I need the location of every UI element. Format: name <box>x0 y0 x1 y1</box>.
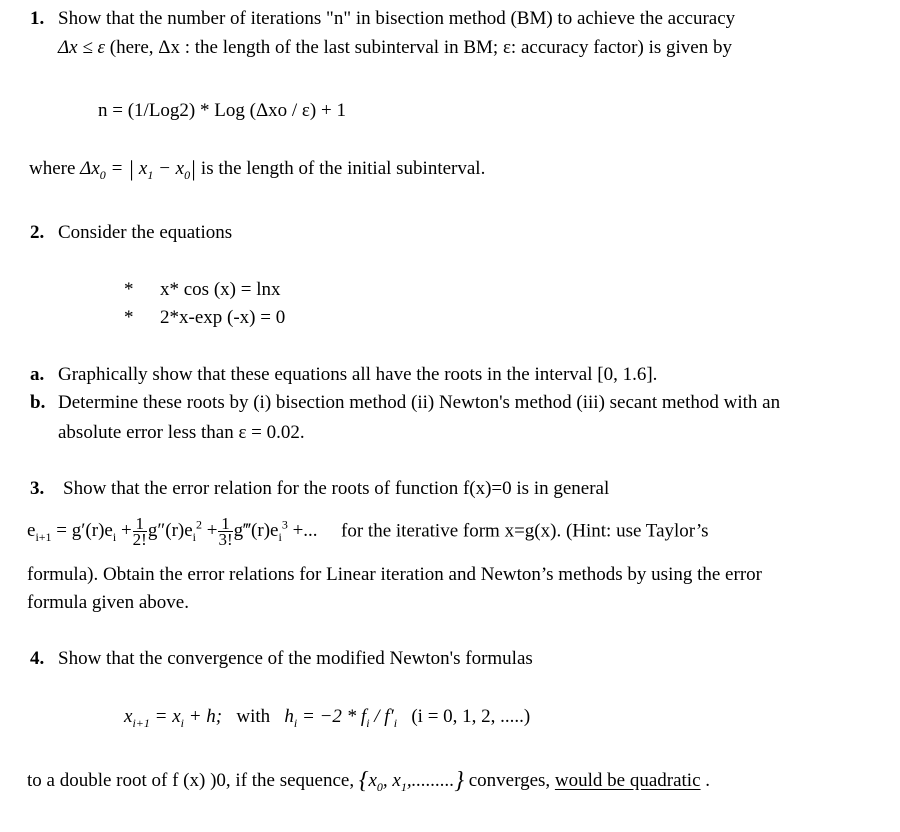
q4-sequence: {$x_0$, $x_1$,.........} <box>358 768 464 794</box>
q3-frac1-num: 1 <box>133 516 147 532</box>
q4-final-underlined: would be quadratic <box>554 770 701 791</box>
q4-number: 4. <box>30 648 45 669</box>
q1-where-text: is the length of the initial subinterval. <box>200 158 486 179</box>
q2-intro: Consider the equations <box>58 222 233 243</box>
q2-bullet-2: * <box>124 307 134 328</box>
q2-number: 2. <box>30 222 45 243</box>
q4-final-mid: converges, <box>468 770 551 791</box>
q1-initial-interval-formula: $\Delta x_0$ = | $x_1 - x_0|$ <box>80 156 197 182</box>
q1-accuracy-condition: Δx ≤ ε <box>58 37 105 58</box>
q3-frac2-num: 1 <box>218 516 232 532</box>
q2-equation-2: 2*x-exp (-x) = 0 <box>160 307 286 328</box>
q4-index-range: (i = 0, 1, 2, .....) <box>411 706 531 727</box>
q4-iteration: $x_{i+1} = x_i + h$; <box>124 706 223 730</box>
q3-line3: formula given above. <box>27 592 189 613</box>
q1-line2 <box>58 37 732 59</box>
q3-frac1-den: 2! <box>132 530 147 550</box>
q1-line2-text: (here, Δx : the length of the last subinterval in BM; ε: accuracy factor) is given by <box>105 37 732 58</box>
q1-where-word: where <box>29 158 76 179</box>
q3-trailing-text: for the iterative form x=g(x). (Hint: use Taylor’s <box>341 520 709 542</box>
q4-final-line <box>27 770 710 798</box>
q2a-text: Graphically show that these equations all have the roots in the interval [0, 1.6]. <box>58 364 658 385</box>
q4-final-pre: to a double root of f (x) )0, if the sequence, <box>27 770 355 791</box>
q2b-label: b. <box>30 392 46 413</box>
q2b-line2: absolute error less than ε = 0.02. <box>58 422 305 443</box>
q4-final-end: . <box>705 770 711 791</box>
q4-formula <box>124 706 530 734</box>
q1-number: 1. <box>30 8 45 29</box>
q3-number: 3. <box>30 478 45 499</box>
q2b-line1: Determine these roots by (i) bisection method (ii) Newton's method (iii) secant method with an <box>58 392 781 413</box>
q4-intro: Show that the convergence of the modified Newton's formulas <box>58 648 533 669</box>
q3-intro: Show that the error relation for the roots of function f(x)=0 is in general <box>63 478 610 499</box>
q1-line1: Show that the number of iterations "n" in bisection method (BM) to achieve the accuracy <box>58 8 736 29</box>
q1-where-line <box>29 158 485 186</box>
q1-formula: n = (1/Log2) * Log (Δxo / ε) + 1 <box>98 100 346 121</box>
q4-with-word: with <box>236 706 271 727</box>
q3-error-relation <box>27 510 709 552</box>
q3-line2: formula). Obtain the error relations for Linear iteration and Newton’s methods by using the error <box>27 564 762 585</box>
q3-error-formula: $e_{i+1} = g'(r)e_i$ + $\frac{1}{2!}$ $g''(r)e_i^2$ + $\frac{1}{3!}$ $g‴(r)e_i^3$ +... <box>27 514 318 550</box>
q3-frac2-den: 3! <box>218 530 233 550</box>
q2a-label: a. <box>30 364 45 385</box>
q4-h-definition: $h_i = -2 * f_i / f'_i$ <box>284 706 398 730</box>
q2-equation-1: x* cos (x) = lnx <box>160 279 281 300</box>
q2-bullet-1: * <box>124 279 134 300</box>
